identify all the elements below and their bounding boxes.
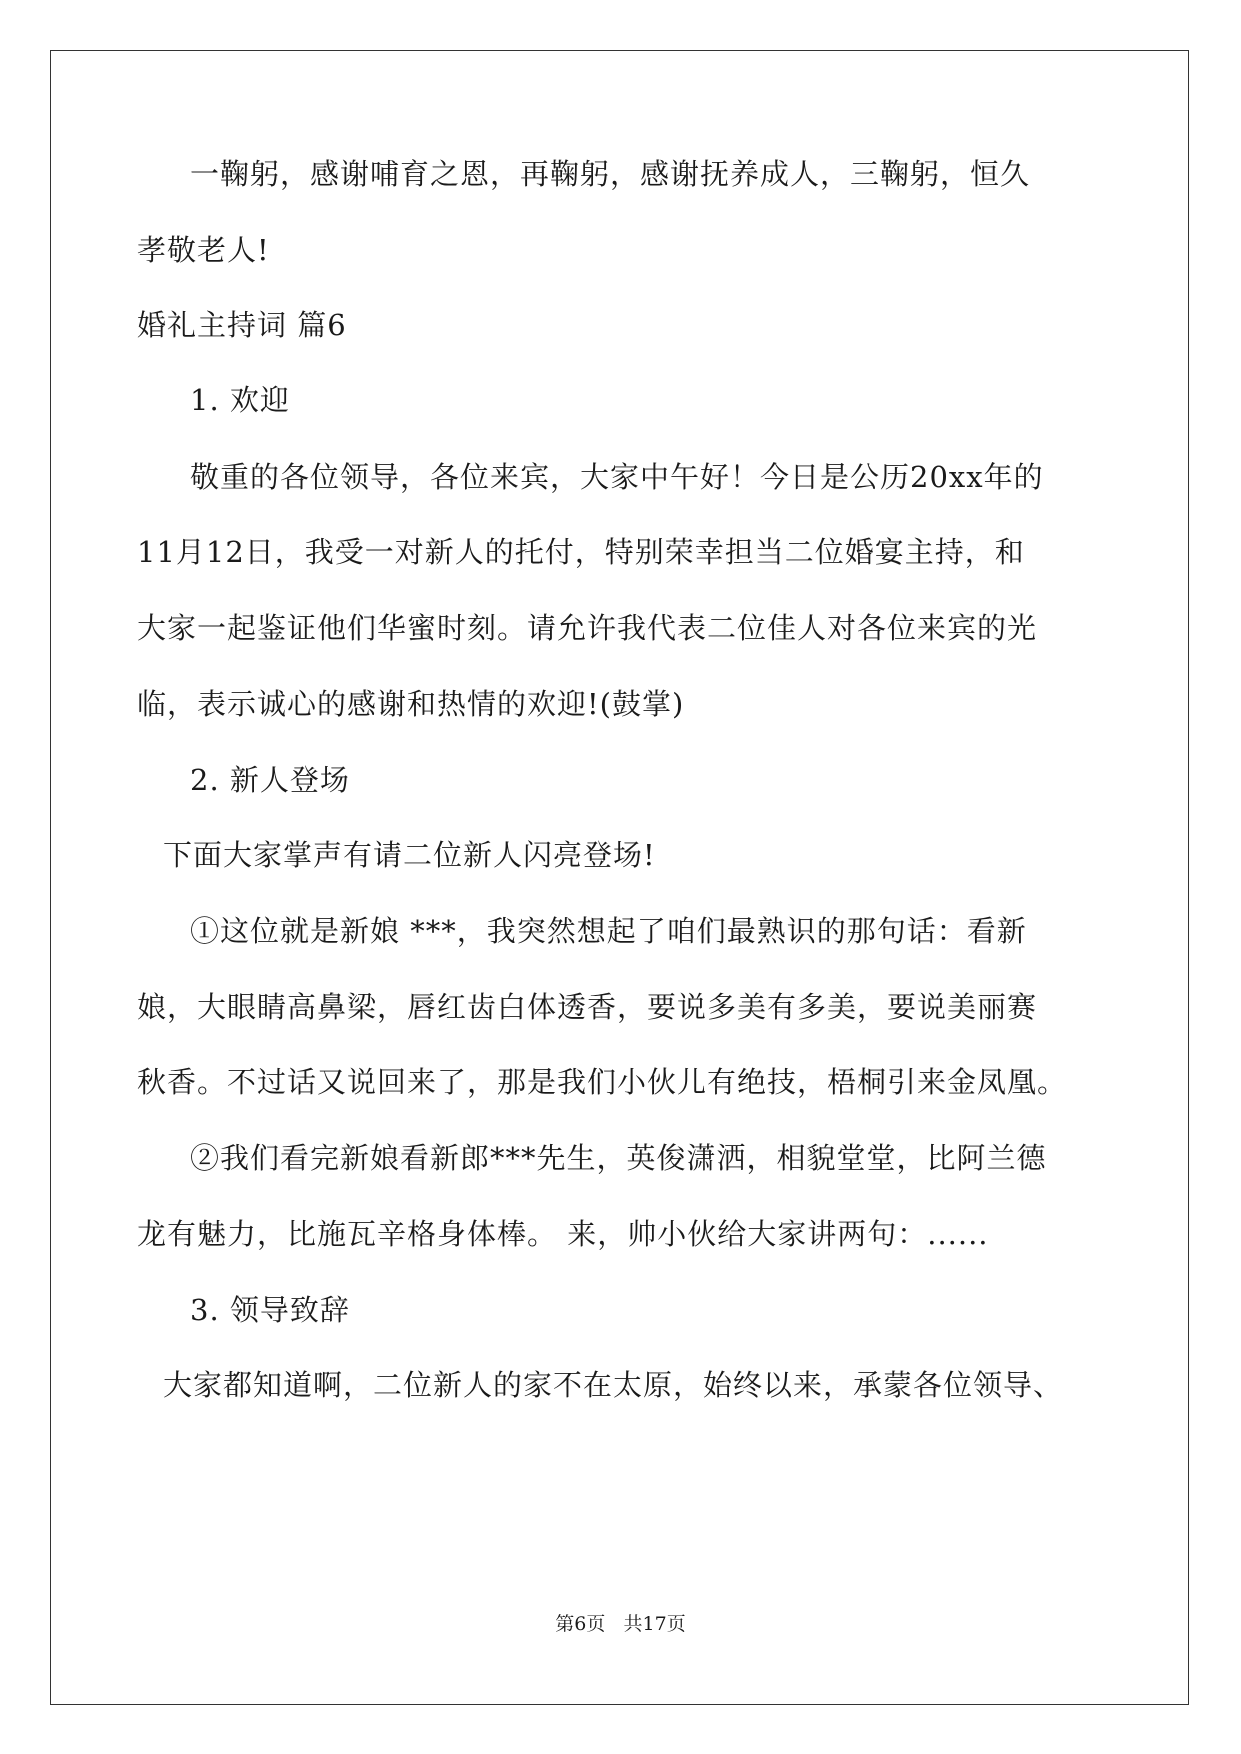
paragraph-line: 娘，大眼睛高鼻梁，唇红齿白体透香，要说多美有多美，要说美丽赛 [137,990,1038,1024]
paragraph-line: 临，表示诚心的感谢和热情的欢迎!(鼓掌) [137,687,685,721]
paragraph-line: 孝敬老人! [137,233,270,267]
paragraph-line: ②我们看完新娘看新郎***先生，英俊潇洒，相貌堂堂，比阿兰德 [190,1141,1047,1175]
section-heading: 婚礼主持词 篇6 [137,308,347,342]
total-pages: 17 [642,1613,667,1635]
page-prefix: 第 [555,1613,575,1635]
paragraph-line: 敬重的各位领导，各位来宾，大家中午好！今日是公历20xx年的 [190,460,1044,494]
page-number: 6 [574,1613,587,1635]
paragraph-line: 下面大家掌声有请二位新人闪亮登场! [163,838,656,872]
paragraph-line: 龙有魅力，比施瓦辛格身体棒。 来，帅小伙给大家讲两句：...... [137,1217,989,1251]
footer-gap [605,1613,623,1635]
subheading-leader-speech: 3. 领导致辞 [190,1293,350,1327]
total-prefix: 共 [623,1613,643,1635]
paragraph-line: 秋香。不过话又说回来了，那是我们小伙儿有绝技，梧桐引来金凤凰。 [137,1065,1068,1099]
page-border [50,50,1189,1705]
subheading-welcome: 1. 欢迎 [190,383,290,417]
subheading-couple-entrance: 2. 新人登场 [190,763,350,797]
page-suffix: 页 [586,1613,606,1635]
paragraph-line: 一鞠躬，感谢哺育之恩，再鞠躬，感谢抚养成人，三鞠躬，恒久 [190,157,1031,191]
paragraph-line: 11月12日，我受一对新人的托付，特别荣幸担当二位婚宴主持，和 [137,535,1025,569]
paragraph-line: 大家一起鉴证他们华蜜时刻。请允许我代表二位佳人对各位来宾的光 [137,611,1038,645]
total-suffix: 页 [666,1613,686,1635]
page-footer [0,1612,1241,1636]
paragraph-line: ①这位就是新娘 ***，我突然想起了咱们最熟识的那句话：看新 [190,914,1027,948]
paragraph-line: 大家都知道啊，二位新人的家不在太原，始终以来，承蒙各位领导、 [163,1368,1064,1402]
